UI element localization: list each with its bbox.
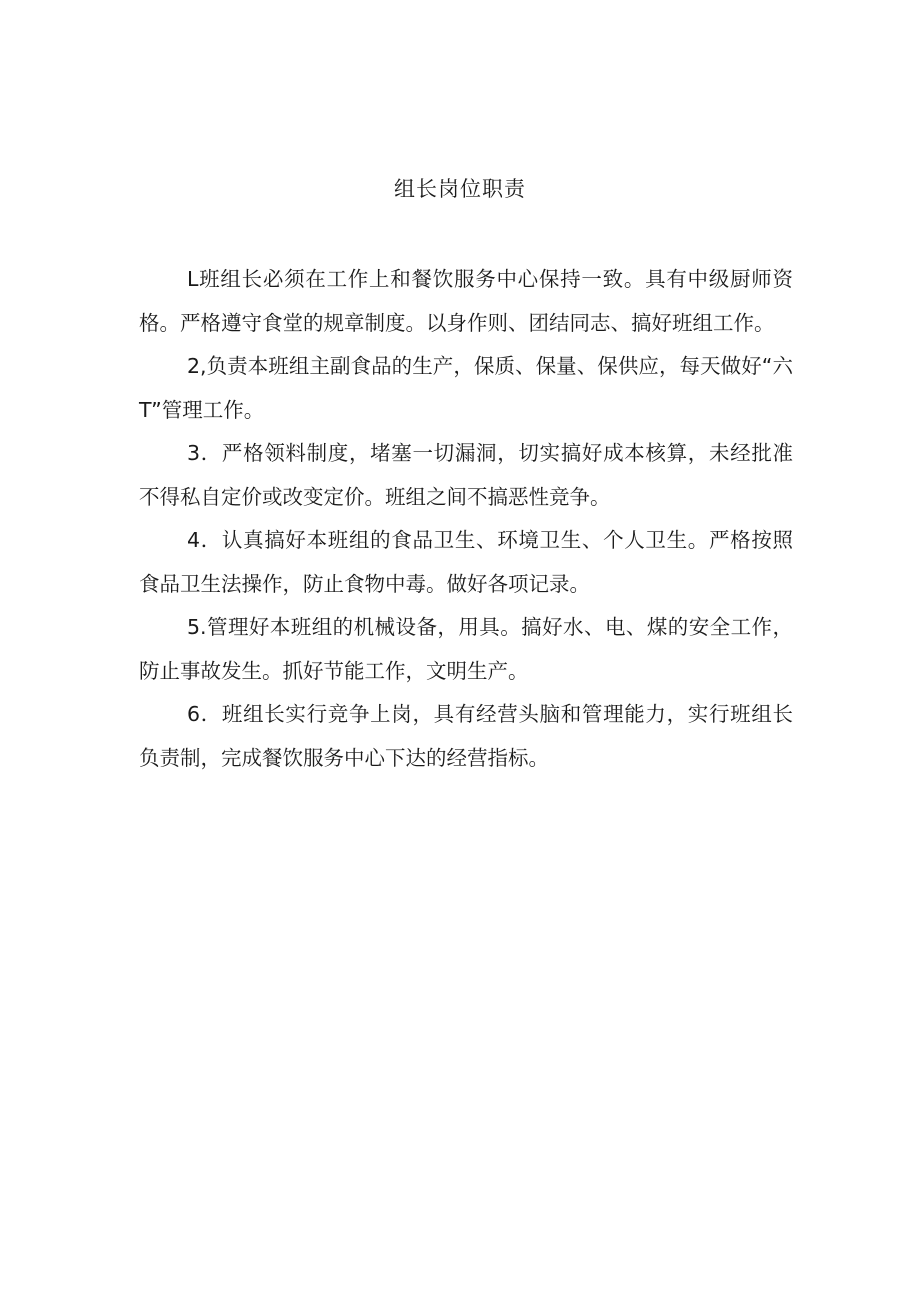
document-title: 组长岗位职责 [394,177,526,201]
duty-paragraph-6: 6．班组长实行竞争上岗，具有经营头脑和管理能力，实行班组长负责制，完成餐饮服务中心下达的经营指标。 [139,702,793,770]
duty-paragraph-5: 5.管理好本班组的机械设备，用具。搞好水、电、煤的安全工作，防止事故发生。抓好节能工作，文明生产。 [139,615,793,683]
duty-paragraph-4: 4．认真搞好本班组的食品卫生、环境卫生、个人卫生。严格按照食品卫生法操作，防止食物中毒。做好各项记录。 [139,528,793,596]
duty-paragraph-3: 3．严格领料制度，堵塞一切漏洞，切实搞好成本核算，未经批准不得私自定价或改变定价。班组之间不搞恶性竞争。 [139,441,793,509]
document-body [139,258,793,780]
duty-paragraph-1: L班组长必须在工作上和餐饮服务中心保持一致。具有中级厨师资格。严格遵守食堂的规章制度。以身作则、团结同志、搞好班组工作。 [139,267,793,335]
duty-paragraph-2: 2,负责本班组主副食品的生产，保质、保量、保供应，每天做好“六T”管理工作。 [139,354,793,422]
